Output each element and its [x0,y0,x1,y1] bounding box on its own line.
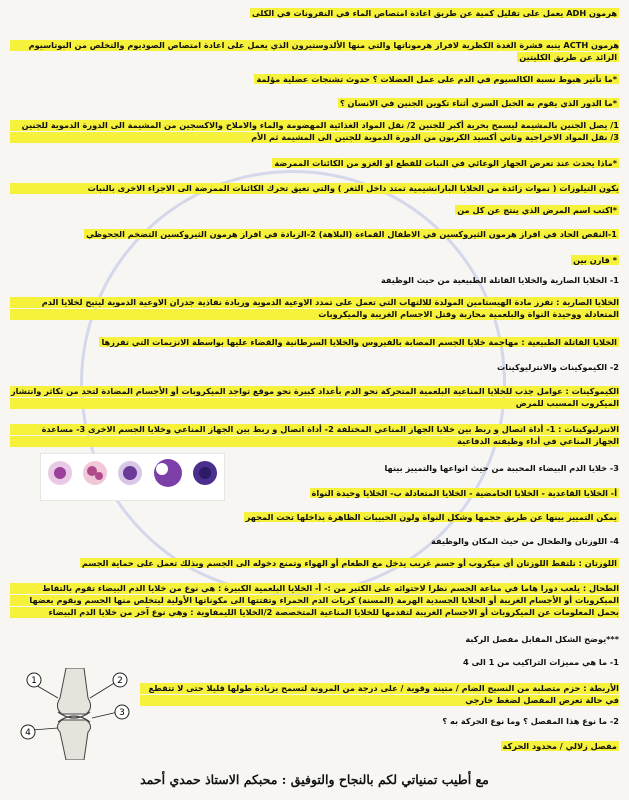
text-line: 1- الخلايا الصارية والخلايا القاتلة الطبيعية من حيث الوظيفة [380,275,619,285]
knee-label-4: 4 [25,728,31,738]
text-line: الأربطة : حزم متصلبة من النسيج الضام / متينة وقوية / على درجة من المرونة لتسمح بزيادة طولها قليلا حتى لا تتقطع [140,683,619,694]
text-line [10,205,619,216]
text-line [10,52,619,63]
text-line: 1- ما هي مميزات التراكيب من 1 الى 4 [463,657,619,667]
white-blood-cells-figure [40,453,225,501]
knee-joint-diagram [14,668,134,760]
highlighted-text: الزائد عن طريق الكليتين [519,52,617,62]
text-line: الميكروب المسبب للمرض [10,398,619,409]
knee-label-3: 3 [119,708,125,718]
highlighted-text: *ما الدور الذي يقوم به الحبل السري أثناء تكوين الجنين في الانسان ؟ [339,98,617,108]
text-line [10,8,619,19]
text-line [10,558,619,569]
text-line [10,158,619,169]
highlighted-text: *ما تأثير هبوط نسبة الكالسيوم في الدم على عمل العضلات ؟ حدوث تشنجات عضلية مؤلمة [256,74,617,84]
text-line: الطحال : يلعب دورا هاما في مناعة الجسم نظرا لاحتوائه على الكثير من :- أ- الخلايا البلعمية الكبيرة : هي نوع من خلايا الدم البيضاء تقوم بالتقاط [10,583,619,594]
text-line: بحمل المعلومات عن الميكروبات أو الاجسام الغريبة لتقدمها للخلايا المناعية المتخصصة 2/الخلايا الليمفاوية : وهي نوع آخر من خلايا الدم البيضاء [10,607,619,618]
text-line: الخلايا الصارية : تفرز مادة الهيستامين المولدة للالتهاب التي تعمل على تمدد الاوعية الدموية وزيادة نفاذية جدران الاوعية الدموية ليتيح لخلايا الدم [10,297,619,308]
knee-label-2: 2 [117,676,123,686]
text-line: 3- خلايا الدم البيضاء المحببة من حيث انواعها والتمييز بينها [384,463,619,473]
highlighted-text: اللوزتان : تلتقط اللوزتان أي ميكروب أو جسم غريب يدخل مع الطعام أو الهواء وتمنع دخوله الى الجسم وبذلك تعمل على حماية الجسم [81,558,617,568]
text-line: الكيموكينات : عوامل جذب للخلايا المناعية البلعمية المتحركة نحو الدم بأعداد كبيرة نحو موقع تواجد الميكروبات أو الأجسام المضادة لتحد من تكاثر وانتشار [10,386,619,396]
highlighted-text: *ماذا يحدث عند تعرض الجهاز الوعائي في النبات للقطع او الغزو من الكائنات الممرضة [274,158,617,168]
text-line [10,255,619,266]
knee-label-1: 1 [31,676,37,686]
text-line [10,337,619,348]
text-line [235,488,619,499]
text-line: الجهاز المناعي في أداء وظيفته الدفاعية [10,436,619,447]
text-line: المتعادلة ووحيدة النواة والبلعمية محاربة وقتل الاجسام الغريبة والميكروبات [10,309,619,320]
highlighted-text: أ- الخلايا القاعدية - الخلايا الحامضية - الخلايا المتعادلة ب- الخلايا وحيدة النواة [311,488,617,498]
text-line [140,741,619,752]
highlighted-text: * قارن بين [573,255,617,265]
text-line: الميكروبات أو الأجسام الغريبة أو الخلايا الجسدية الهرمة (المسنة) كريات الدم الحمراء وتفتتها الى مكوناتها الأولية ليتخلص منها الجسم ويقوم بعضها [10,595,619,606]
text-line: 3/ نقل المواد الاخراجية وثاني أكسيد الكربون من الدورة الدموية للجنين الى المشيمة ثم الأم [10,132,619,143]
text-line: هرمون ACTH ينبه قشرة الغدة الكظرية لافراز هرموناتها والتي منها الألدوستيرون الذي يعمل على اعادة امتصاص الصوديوم والتخلص من البوتاسيوم [10,40,619,51]
text-line: 4- اللوزتان والطحال من حيث المكان والوظيفة [431,536,619,546]
text-line: يكون التيلوزات ( نموات زائدة من الخلايا البارانشيمية تمتد داخل الثغر ) والتي تعيق تحرك الكائنات الممرضة الى الاجزاء الاخرى بالنبات [10,183,619,194]
text-line [10,74,619,85]
highlighted-text: *اكتب اسم المرض الذي ينتج عن كل من [457,205,617,215]
text-line: 1/ يصل الجنين بالمشيمة ليسمح بحرية أكبر للجنين 2/ نقل المواد الغذائية المهضومة والماء والاملاح والاكسجين من المشيمة الى الدورة الدموية للجنين [10,120,619,131]
highlighted-text: 1-النقص الحاد في افراز هرمون الثيروكسين في الاطفال القماءة (البلاهة) 2-الزيادة في افراز هرمون الثيروكسين التضخم الجحوظي [86,229,617,239]
text-line [10,229,619,240]
highlighted-text: الخلايا القاتلة الطبيعية : مهاجمة خلايا الجسم المصابة بالفيروس والخلايا السرطانية والقضاء عليها بواسطة الانزيمات التي تفرزها [101,337,617,347]
text-line: في حالة تعرض المفصل لضغط خارجي [140,695,619,706]
text-line: 2- ما نوع هذا المفصل ؟ وما نوع الحركة به ؟ [442,716,619,726]
highlighted-text: هرمون ADH يعمل على تقليل كمية عن طريق اعادة امتصاص الماء في النفرونات في الكلى [251,8,617,18]
text-line [235,512,619,523]
text-line [10,98,619,109]
highlighted-text: يمكن التمييز بينها عن طريق حجمها وشكل النواة ولون الحبيبات الظاهرة بداخلها تحت المجهر [245,512,617,522]
text-line: ***يوضح الشكل المقابل مفصل الركبة [465,634,619,644]
footer-signature: مع أطيب تمنياتي لكم بالنجاح والتوفيق : محبكم الاستاذ حمدي أحمد [140,772,489,787]
highlighted-text: مفصل زلالي / محدود الحركة [502,741,617,751]
text-line: الانترليوكينات : 1- أداة اتصال و ربط بين خلايا الجهاز المناعي المختلفة 2- أداة اتصال و ربط بين الجهاز المناعي وخلايا الجسم الاخرى 3- مساعدة [10,424,619,435]
text-line: 2- الكيموكينات والانترليوكينات [497,362,619,372]
